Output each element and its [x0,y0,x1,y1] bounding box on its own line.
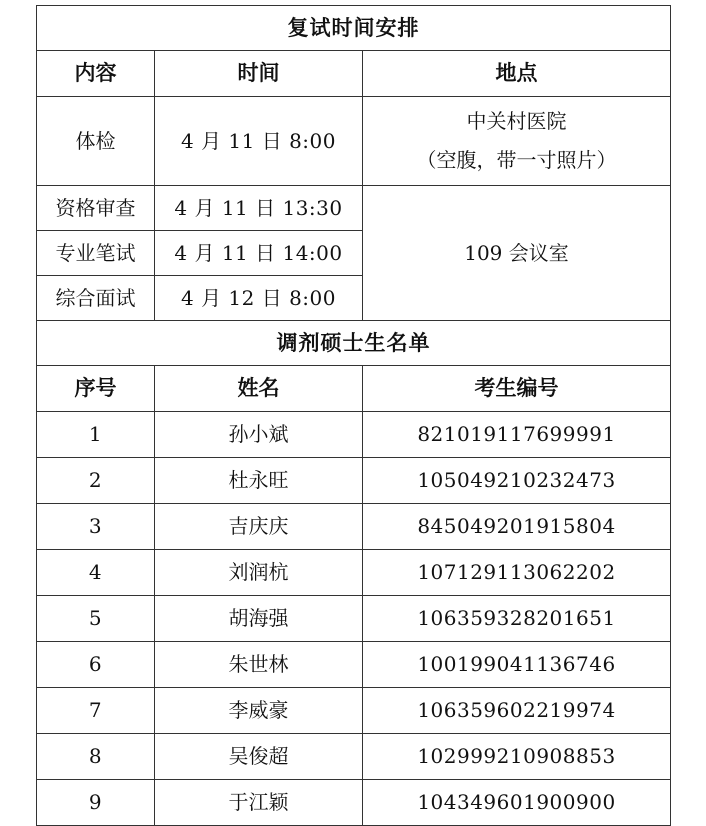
roster-header-name: 姓名 [155,366,363,412]
roster-exam-id: 104349601900900 [363,780,671,826]
table-row [37,734,671,780]
roster-exam-id: 105049210232473 [363,458,671,504]
schedule-location [363,97,671,186]
schedule-time: 4 月 11 日 14:00 [155,231,363,276]
schedule-title-row [37,6,671,51]
roster-name: 刘润杭 [155,550,363,596]
roster-title: 调剂硕士生名单 [37,321,671,366]
roster-header-index: 序号 [37,366,155,412]
schedule-header-content: 内容 [37,51,155,97]
roster-header-exam-id: 考生编号 [363,366,671,412]
table-row [37,642,671,688]
roster-exam-id: 102999210908853 [363,734,671,780]
roster-title-row [37,321,671,366]
table-row [37,780,671,826]
roster-exam-id: 845049201915804 [363,504,671,550]
roster-name: 吉庆庆 [155,504,363,550]
roster-name: 李威豪 [155,688,363,734]
roster-index: 6 [37,642,155,688]
roster-index: 4 [37,550,155,596]
schedule-shared-location: 109 会议室 [363,186,671,321]
roster-exam-id: 107129113062202 [363,550,671,596]
table-row [37,412,671,458]
roster-header-row [37,366,671,412]
schedule-header-time: 时间 [155,51,363,97]
roster-index: 8 [37,734,155,780]
retest-document-table [36,5,671,826]
schedule-content: 体检 [37,97,155,186]
roster-index: 1 [37,412,155,458]
schedule-row-physical [37,97,671,186]
schedule-header-location: 地点 [363,51,671,97]
roster-exam-id: 106359328201651 [363,596,671,642]
roster-index: 7 [37,688,155,734]
roster-name: 胡海强 [155,596,363,642]
schedule-content: 资格审查 [37,186,155,231]
roster-name: 吴俊超 [155,734,363,780]
roster-exam-id: 106359602219974 [363,688,671,734]
roster-name: 孙小斌 [155,412,363,458]
schedule-content: 综合面试 [37,276,155,321]
table-row [37,504,671,550]
roster-name: 杜永旺 [155,458,363,504]
table-row [37,688,671,734]
roster-index: 2 [37,458,155,504]
schedule-title: 复试时间安排 [37,6,671,51]
schedule-header-row [37,51,671,97]
table-row [37,596,671,642]
schedule-row-qualification [37,186,671,231]
schedule-location-line2: （空腹，带一寸照片） [416,148,617,172]
schedule-location-line1: 中关村医院 [466,109,567,133]
roster-index: 5 [37,596,155,642]
roster-exam-id: 821019117699991 [363,412,671,458]
table-row [37,458,671,504]
roster-name: 于江颖 [155,780,363,826]
schedule-time: 4 月 11 日 8:00 [155,97,363,186]
schedule-time: 4 月 11 日 13:30 [155,186,363,231]
schedule-time: 4 月 12 日 8:00 [155,276,363,321]
roster-index: 3 [37,504,155,550]
roster-index: 9 [37,780,155,826]
roster-name: 朱世林 [155,642,363,688]
roster-exam-id: 100199041136746 [363,642,671,688]
schedule-content: 专业笔试 [37,231,155,276]
table-row [37,550,671,596]
